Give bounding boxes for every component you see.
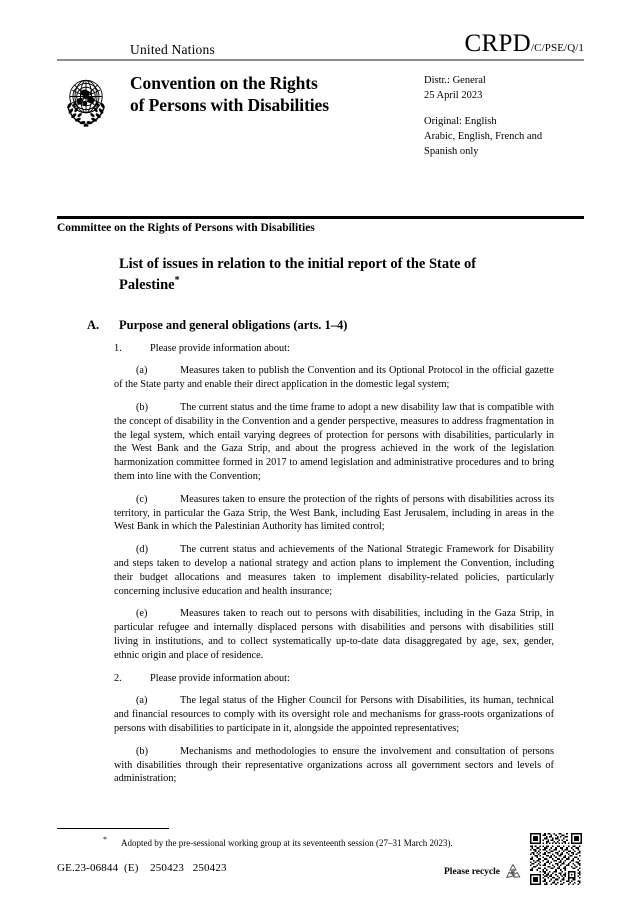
convention-title-cell xyxy=(130,70,424,160)
distribution-block xyxy=(424,70,584,160)
paragraph-1c-label: (c) xyxy=(136,493,148,505)
paragraph-2 xyxy=(114,672,554,686)
document-date: 25 April 2023 xyxy=(424,89,483,101)
paragraph-1a-label: (a) xyxy=(136,365,148,377)
paragraph-2b xyxy=(114,745,554,786)
section-heading-text: Purpose and general obligations (arts. 1–4) xyxy=(119,317,348,332)
paragraph-2b-label: (b) xyxy=(136,745,149,757)
footnote-text: Adopted by the pre-sessional working group at its seventeenth session (27–31 March 2023). xyxy=(121,838,453,848)
footnote xyxy=(57,834,527,850)
paragraph-2-number: 2. xyxy=(114,672,122,684)
paragraph-2a-label: (a) xyxy=(136,695,148,707)
paragraph-1-number: 1. xyxy=(114,342,122,354)
qr-code xyxy=(530,833,582,885)
document-symbol-main: CRPD xyxy=(464,30,532,57)
section-divider xyxy=(57,216,584,219)
committee-name: Committee on the Rights of Persons with Disabilities xyxy=(57,222,315,234)
paragraph-2-text: Please provide information about: xyxy=(150,672,290,684)
masthead-body-row xyxy=(57,70,584,160)
footnote-separator xyxy=(57,828,169,829)
languages-line-1: Arabic, English, French and xyxy=(424,130,543,142)
footnote-marker: * xyxy=(103,835,107,844)
document-body xyxy=(57,222,584,786)
paragraph-2a-text: The legal status of the Higher Council for Persons with Disabilities, its human, technical and financial resources to comply with its oversight role and mechanisms for grass-roots organizations of persons with disabilities to participate in it, alongside the appointed representatives; xyxy=(114,695,554,734)
paragraph-1c-text: Measures taken to ensure the protection of the rights of persons with disabilities across its territory, in particular the Gaza Strip, the West Bank, including East Jerusalem, including in areas in the West Bank in which the Palestinian Authority has limited control; xyxy=(114,493,554,533)
convention-title-line-2: of Persons with Disabilities xyxy=(130,95,329,116)
section-heading xyxy=(87,318,584,333)
recycle-notice xyxy=(444,862,523,882)
paragraph-1c xyxy=(114,493,554,534)
un-emblem-cell xyxy=(57,70,130,160)
document-title-text: List of issues in relation to the initial report of the State of Palestine xyxy=(119,256,477,294)
document-title xyxy=(119,255,539,296)
languages-line-2: Spanish only xyxy=(424,145,479,157)
paragraph-1d-text: The current status and achievements of the National Strategic Framework for Disability and steps taken to develop a national strategy and action plans to implement the Convention, including their budget allocations and measures taken to implement disability-related policies, particularly concerning inclusive education and health insurance; xyxy=(114,544,554,597)
paragraph-2a xyxy=(114,694,554,735)
paragraph-1d-label: (d) xyxy=(136,544,149,556)
paragraph-2b-text: Mechanisms and methodologies to ensure the involvement and consultation of persons with disabilities through their representative organizations across all government sectors and levels of administration; xyxy=(114,745,554,785)
masthead xyxy=(57,32,584,160)
paragraph-1e-label: (e) xyxy=(136,608,148,620)
masthead-divider xyxy=(57,59,584,61)
convention-title-line-1: Convention on the Rights xyxy=(130,73,318,93)
original-language: Original: English xyxy=(424,115,497,127)
recycle-icon xyxy=(503,862,523,882)
distribution-type: Distr.: General xyxy=(424,75,486,86)
distribution-spacer xyxy=(424,104,584,115)
paragraph-1-text: Please provide information about: xyxy=(150,342,290,354)
paragraph-1b xyxy=(114,401,554,484)
paragraph-1a-text: Measures taken to publish the Convention and its Optional Protocol in the official gazette of the State party and enable their direct application in the domestic legal system; xyxy=(114,365,554,391)
organization-name: United Nations xyxy=(130,41,215,57)
paragraph-1a xyxy=(114,364,554,392)
paragraph-1 xyxy=(114,342,554,356)
job-number: GE.23-06844 (E) 250423 250423 xyxy=(57,862,227,874)
section-letter: A. xyxy=(87,317,100,332)
title-footnote-marker: * xyxy=(174,275,180,287)
paragraph-1b-text: The current status and the time frame to adopt a new disability law that is compatible with the concept of disability in the Convention and a gender perspective, measures to address fragmentation in the legal system, which entail varying degrees of protection for persons with disabilities, particularly in the West Bank and the Gaza Strip, and about the progress achieved in the work of the legislation harmonization committee formed in 2017 to amend legislation and administrative procedures and to bring them into line with the Convention; xyxy=(114,402,554,483)
document-symbol-suffix: /C/PSE/Q/1 xyxy=(531,42,584,54)
paragraph-1b-label: (b) xyxy=(136,402,149,414)
recycle-label: Please recycle xyxy=(444,867,500,877)
paragraph-1e-text: Measures taken to reach out to persons with disabilities, including in the Gaza Strip, in particular refugee and internally displaced persons with disabilities and persons with disabilities still living in institutions, and to collect systematically up-to-date data disaggregated by age, sex, gender, ethnic origin and place of residence. xyxy=(114,608,554,661)
document-symbol xyxy=(465,31,584,56)
paragraph-1d xyxy=(114,543,554,598)
un-emblem xyxy=(57,71,115,129)
masthead-top-row xyxy=(57,32,584,56)
paragraph-1e xyxy=(114,607,554,662)
qr-code-image xyxy=(530,833,582,885)
